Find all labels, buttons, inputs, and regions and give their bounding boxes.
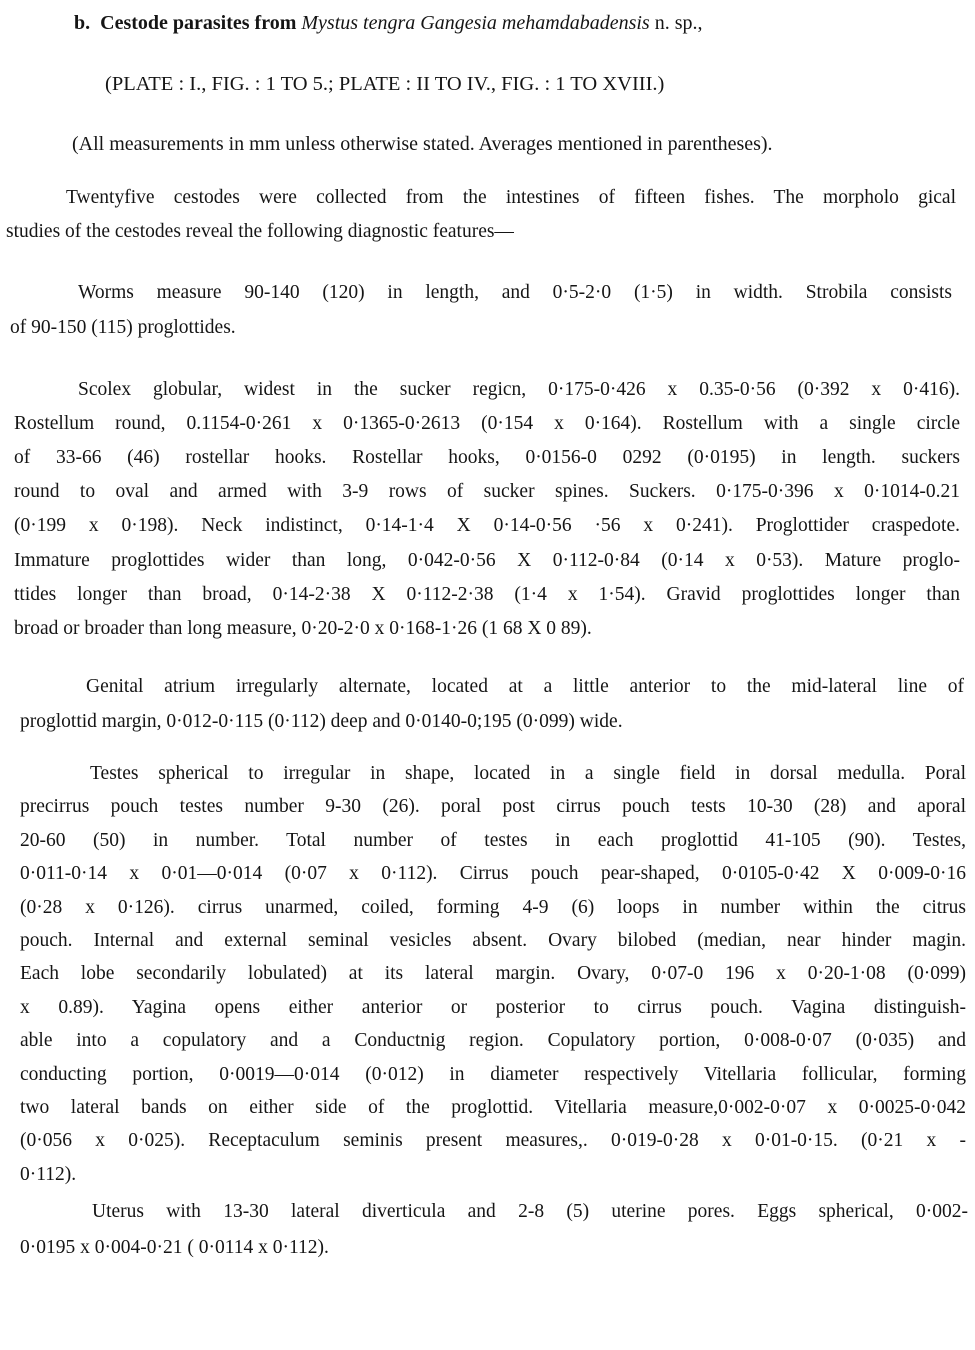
section-heading (74, 12, 703, 35)
text-line: 0·112). (20, 1163, 77, 1185)
text-line: Twentyfive cestodes were collected from the intestines of fifteen fishes. The morpholo gical (66, 187, 956, 208)
text-line: studies of the cestodes reveal the following diagnostic features— (6, 221, 514, 242)
text-line: Each lobe secondarily lobulated) at its lateral margin. Ovary, 0·07-0 196 x 0·20-1·08 (0·099) (20, 963, 966, 985)
text-line: Genital atrium irregularly alternate, located at a little anterior to the mid-lateral line of (86, 676, 964, 697)
text-line: Worms measure 90-140 (120) in length, and 0·5-2·0 (1·5) in width. Strobila consists (78, 282, 952, 303)
text-line: ttides longer than broad, 0·14-2·38 X 0·112-2·38 (1·4 x 1·54). Gravid proglottides longer than (14, 583, 960, 605)
text-line: round to oval and armed with 3-9 rows of sucker spines. Suckers. 0·175-0·396 x 0·1014-0.21 (14, 481, 960, 503)
text-line: 0·0195 x 0·004-0·21 ( 0·0114 x 0·112). (20, 1237, 329, 1258)
text-line: of 33-66 (46) rostellar hooks. Rostellar hooks, 0·0156-0 0292 (0·0195) in length. suckers (14, 447, 960, 469)
text-line: (0·28 x 0·126). cirrus unarmed, coiled, forming 4-9 (6) loops in number within the citrus (20, 896, 966, 918)
text-line: of 90-150 (115) proglottides. (10, 317, 236, 338)
heading-text: Cestode parasites from (100, 12, 297, 34)
text-line: precirrus pouch testes number 9-30 (26). poral post cirrus pouch tests 10-30 (28) and aporal (20, 796, 966, 818)
text-line: Uterus with 13-30 lateral diverticula and 2-8 (5) uterine pores. Eggs spherical, 0·002- (92, 1201, 968, 1222)
text-line: Rostellum round, 0.1154-0·261 x 0·1365-0·2613 (0·154 x 0·164). Rostellum with a single circle (14, 413, 960, 435)
text-line: Immature proglottides wider than long, 0·042-0·56 X 0·112-0·84 (0·14 x 0·53). Mature proglo- (14, 549, 960, 571)
text-line: broad or broader than long measure, 0·20-2·0 x 0·168-1·26 (1 68 X 0 89). (14, 617, 592, 639)
text-line: conducting portion, 0·0019—0·014 (0·012) in diameter respectively Vitellaria follicular, forming (20, 1063, 966, 1085)
text-line: x 0.89). Yagina opens either anterior or posterior to cirrus pouch. Vagina distinguish- (20, 996, 966, 1018)
section-label: b. (74, 12, 91, 34)
plate-reference: (PLATE : I., FIG. : 1 TO 5.; PLATE : II TO IV., FIG. : 1 TO XVIII.) (105, 73, 665, 95)
text-line: proglottid margin, 0·012-0·115 (0·112) deep and 0·0140-0;195 (0·099) wide. (20, 711, 623, 732)
text-line: 20-60 (50) in number. Total number of testes in each proglottid 41-105 (90). Testes, (20, 829, 966, 851)
text-line: 0·011-0·14 x 0·01—0·014 (0·07 x 0·112). Cirrus pouch pear-shaped, 0·0105-0·42 X 0·009-0·16 (20, 863, 966, 885)
text-line: Scolex globular, widest in the sucker regicn, 0·175-0·426 x 0.35-0·56 (0·392 x 0·416). (78, 379, 960, 400)
text-line: Testes spherical to irregular in shape, located in a single field in dorsal medulla. Poral (90, 763, 966, 784)
text-line: (0·056 x 0·025). Receptaculum seminis present measures,. 0·019-0·28 x 0·01-0·15. (0·21 x - (20, 1130, 966, 1152)
text-line: able into a copulatory and a Conductnig region. Copulatory portion, 0·008-0·07 (0·035) and (20, 1030, 966, 1052)
text-line: (0·199 x 0·198). Neck indistinct, 0·14-1·4 X 0·14-0·56 ·56 x 0·241). Proglottider craspedote. (14, 515, 960, 537)
text-line: pouch. Internal and external seminal vesicles absent. Ovary bilobed (median, near hinder magin. (20, 930, 966, 951)
text-line: two lateral bands on either side of the proglottid. Vitellaria measure,0·002-0·07 x 0·0025-0·042 (20, 1097, 966, 1118)
measurement-note: (All measurements in mm unless otherwise stated. Averages mentioned in parentheses). (72, 133, 773, 155)
host-species: Mystus tengra Gangesia mehamdabadensis (301, 12, 650, 34)
heading-suffix: n. sp., (654, 12, 703, 34)
